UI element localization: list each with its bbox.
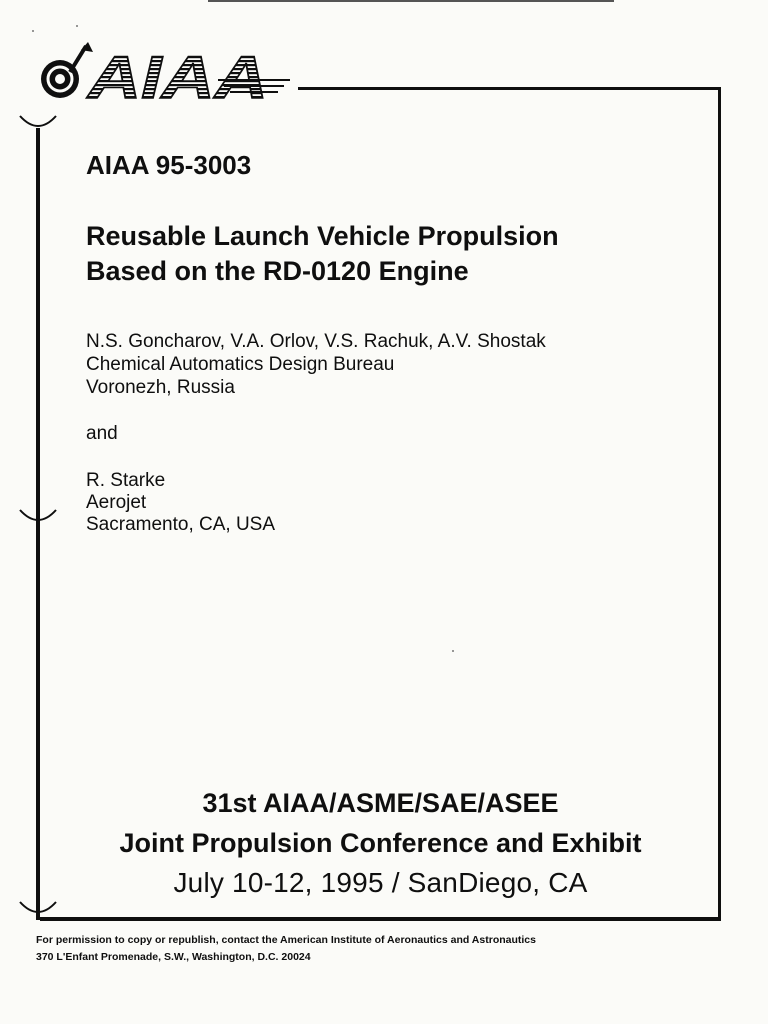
binder-hole-icon xyxy=(18,506,58,528)
author-affiliation: Aerojet xyxy=(86,492,147,513)
author-affiliation: Chemical Automatics Design Bureau xyxy=(86,354,395,375)
paper-number: AIAA 95-3003 xyxy=(86,150,252,180)
title-line: Reusable Launch Vehicle Propulsion xyxy=(86,221,559,251)
frame-bottom-border xyxy=(40,917,721,921)
logo-wordmark: AIAA xyxy=(85,44,269,106)
conference-full-name: Joint Propulsion Conference and Exhibit xyxy=(119,828,642,858)
title-line: Based on the RD-0120 Engine xyxy=(86,256,469,286)
scan-speck xyxy=(452,650,454,652)
author-location: Sacramento, CA, USA xyxy=(86,514,276,535)
scan-speck xyxy=(76,25,78,27)
author-names: N.S. Goncharov, V.A. Orlov, V.S. Rachuk, A.V. Shostak xyxy=(86,331,546,352)
author-block-secondary xyxy=(86,470,275,536)
author-block-primary xyxy=(86,330,546,399)
conference-date-location: July 10-12, 1995 / SanDiego, CA xyxy=(173,867,588,898)
binder-hole-icon xyxy=(18,898,58,920)
aiaa-logo-icon xyxy=(38,40,290,106)
author-connector: and xyxy=(86,423,118,444)
paper-title xyxy=(86,219,559,289)
author-names: R. Starke xyxy=(86,470,166,491)
publisher-address: 370 L'Enfant Promenade, S.W., Washington, D.C. 20024 xyxy=(36,951,311,963)
aiaa-logo xyxy=(38,40,290,106)
scan-edge-line xyxy=(208,0,614,2)
author-location: Voronezh, Russia xyxy=(86,377,235,398)
binder-hole-icon xyxy=(18,112,58,134)
permission-notice: For permission to copy or republish, contact the American Institute of Aeronautics and Astronautics xyxy=(36,934,536,946)
conference-name: 31st AIAA/ASME/SAE/ASEE xyxy=(202,788,559,818)
scan-speck xyxy=(32,30,34,32)
frame-top-border xyxy=(298,87,721,90)
